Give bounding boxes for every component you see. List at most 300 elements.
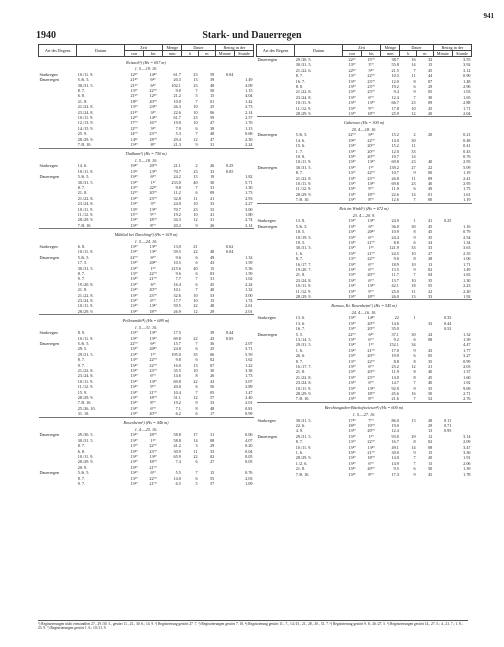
cell-std: 2.76 bbox=[463, 396, 471, 402]
cell-von: 13⁴⁰ bbox=[348, 471, 356, 477]
cell-bis: 13⁴⁰ bbox=[149, 454, 157, 460]
cell-datum: 5. 5. bbox=[295, 331, 304, 337]
cell-h: 13 bbox=[193, 77, 198, 83]
cell-menge: 7.7 bbox=[175, 276, 181, 282]
cell-h: 8 bbox=[195, 405, 198, 411]
station-period: 20. 4.—18. 10. bbox=[351, 126, 377, 132]
cell-menge: 6.5 bbox=[175, 481, 181, 487]
cell-von: 13⁴⁰ bbox=[348, 390, 356, 396]
cell-menge: 32.8 bbox=[173, 195, 181, 201]
cell-bis: 20⁰⁰ bbox=[367, 369, 375, 375]
cell-datum: 23./24. 8. bbox=[295, 277, 312, 283]
cell-datum: 8. 7. bbox=[295, 170, 304, 176]
cell-m: 33 bbox=[210, 206, 215, 212]
cell-std: 5.09 bbox=[463, 164, 471, 170]
cell-datum: 7./8. 10. bbox=[77, 142, 92, 148]
cell-std: 2.54 bbox=[463, 234, 471, 240]
station-heading bbox=[257, 404, 472, 411]
cell-min: 0.25 bbox=[226, 163, 234, 169]
header-minute: Minute bbox=[433, 51, 452, 57]
cell-menge: 233.0 bbox=[171, 179, 181, 185]
cell-von: 13⁴⁰ bbox=[348, 347, 356, 353]
cell-bis: 18⁰⁰ bbox=[367, 191, 375, 197]
cell-h: 29 bbox=[411, 433, 416, 439]
cell-datum: 19. 5. bbox=[295, 240, 306, 245]
cell-datum: 29./30. 5. bbox=[77, 432, 94, 438]
cell-m: 02 bbox=[210, 454, 215, 460]
cell-std: 0.79 bbox=[463, 229, 471, 235]
cell-datum: 21. 8. bbox=[295, 272, 306, 278]
cell-std: 3.14 bbox=[463, 433, 471, 439]
cell-datum: 18./19. 5. bbox=[295, 234, 312, 240]
cell-m: 28 bbox=[428, 256, 433, 262]
cell-datum: 23./24. 8. bbox=[77, 109, 94, 115]
cell-von: 13⁴⁰ bbox=[130, 201, 138, 207]
cell-std: 2.14 bbox=[245, 109, 253, 115]
cell-m: 17 bbox=[210, 411, 215, 417]
cell-datum: 23./24. 8. bbox=[77, 373, 94, 379]
cell-h: 7 bbox=[195, 340, 198, 346]
cell-datum: 30./31. 5. bbox=[77, 82, 94, 88]
cell-h: 12 bbox=[193, 394, 198, 400]
cell-bis: 13⁴⁰ bbox=[149, 378, 157, 384]
cell-datum: 21./22. 8. bbox=[295, 374, 312, 380]
table-row bbox=[257, 472, 472, 477]
cell-std: 1.59 bbox=[245, 260, 253, 266]
cell-art: Dauerregen bbox=[39, 432, 60, 438]
cell-von: 13⁴⁰ bbox=[130, 351, 138, 357]
cell-m: 08 bbox=[428, 336, 433, 342]
cell-h: 1 bbox=[413, 218, 416, 224]
cell-bis: 8⁰⁰ bbox=[368, 197, 374, 203]
cell-m: 50 bbox=[428, 466, 433, 472]
cell-datum: 28./29. 9. bbox=[77, 308, 94, 314]
cell-menge: 31.1 bbox=[173, 394, 181, 400]
cell-art: Dauerregen bbox=[257, 223, 278, 229]
cell-h: 7 bbox=[413, 197, 416, 203]
cell-m: 15 bbox=[210, 265, 215, 271]
cell-h: 7 bbox=[195, 131, 198, 137]
cell-h: 13 bbox=[193, 174, 198, 180]
cell-menge: 17.0 bbox=[391, 347, 399, 353]
cell-von: 13⁴⁰ bbox=[348, 223, 356, 229]
cell-von: 13⁴⁰ bbox=[130, 389, 138, 395]
cell-menge: 58.8 bbox=[173, 432, 181, 438]
cell-menge: 45.6 bbox=[391, 390, 399, 396]
cell-datum: 13./14. 5. bbox=[295, 336, 312, 342]
cell-menge: 10.5 bbox=[173, 260, 181, 266]
cell-von: 13⁴⁰ bbox=[348, 197, 356, 203]
cell-von: 13⁴⁰ bbox=[348, 342, 356, 348]
cell-datum: 6. 8. bbox=[77, 244, 86, 249]
cell-m: 40 bbox=[210, 287, 215, 293]
cell-von: 13⁴⁰ bbox=[130, 174, 138, 180]
cell-bis: 6⁵⁰ bbox=[368, 223, 374, 229]
cell-bis: 18⁰⁰ bbox=[149, 217, 157, 223]
cell-m: 13 bbox=[428, 261, 433, 267]
cell-von: 13⁴⁰ bbox=[130, 195, 138, 201]
cell-m: 22 bbox=[428, 288, 433, 294]
cell-datum: 6. 8. bbox=[77, 93, 86, 99]
cell-datum: 10./11. 9. bbox=[77, 454, 94, 460]
cell-art: Dauerregen bbox=[39, 77, 60, 83]
cell-von: 17⁰⁰ bbox=[130, 120, 138, 126]
cell-bis: 9⁰⁰ bbox=[368, 105, 374, 111]
cell-bis: 6⁰⁰ bbox=[368, 261, 374, 267]
cell-h: 10 bbox=[193, 211, 198, 217]
cell-menge: 15.2 bbox=[391, 132, 399, 138]
cell-datum: 19./20. 8. bbox=[77, 281, 94, 287]
cell-datum: 28./29. 9. bbox=[77, 136, 94, 142]
cell-von: 13⁴⁰ bbox=[348, 229, 356, 235]
cell-datum: 10. 8. bbox=[295, 153, 306, 159]
cell-m: 25 bbox=[210, 104, 215, 110]
cell-von: 13⁴⁰ bbox=[348, 111, 356, 117]
cell-h: 22 bbox=[193, 378, 198, 384]
footnotes: ¹) Registrierungen nicht einwandfrei 27., 29./30. 5., gestört 11., 25., 30. 6.; 14. 9. ²) Registrierung gestört 27. 7. ³) Registrierungen gestört 7. 10. ⁴) Registrierung gestört 11., 7., 14./15., 21., 28., 30., 31. 7. ⁵) Registrierung gestört 9. 8.; 26./27. 5. ⁶) Registrierungen gestört 14., 27. 5.; 4., 21. 7.; 1. 8.; 23. 9. ⁷) Registrierungen gestört 1. 6.; 10./11. 9. bbox=[38, 620, 468, 631]
cell-von: 13⁴⁰ bbox=[348, 455, 356, 461]
cell-von: 13⁴⁰ bbox=[348, 315, 356, 321]
cell-h: 2 bbox=[195, 163, 198, 169]
cell-datum: 9. 7. bbox=[77, 481, 86, 487]
station-name: Thalham²) (Hs = 750 m) bbox=[125, 151, 167, 156]
cell-bis: 6⁰⁰ bbox=[368, 234, 374, 240]
cell-m: 30 bbox=[210, 179, 215, 185]
cell-bis: 7⁰⁰ bbox=[368, 417, 374, 423]
cell-bis: 1³⁰ bbox=[368, 342, 374, 348]
cell-datum: 25. 9. bbox=[77, 131, 88, 137]
cell-bis: 20⁰⁰ bbox=[367, 272, 375, 278]
cell-m: 39 bbox=[210, 125, 215, 131]
header-h: h bbox=[400, 51, 417, 57]
cell-h: 6 bbox=[195, 190, 198, 196]
cell-menge: 35.0 bbox=[391, 326, 399, 332]
cell-m: 48 bbox=[210, 303, 215, 309]
cell-m: 39 bbox=[210, 330, 215, 336]
cell-h: 8 bbox=[413, 229, 416, 235]
cell-m: 20 bbox=[428, 455, 433, 461]
cell-m: 41 bbox=[428, 218, 433, 224]
cell-std: 1.16 bbox=[463, 223, 471, 229]
cell-von: 13⁴⁰ bbox=[348, 159, 356, 165]
cell-h: 7 bbox=[413, 396, 416, 402]
cell-datum: 21. 8. bbox=[77, 287, 88, 293]
cell-bis: 6⁴⁰ bbox=[150, 340, 156, 346]
cell-h: 6 bbox=[195, 384, 198, 390]
cell-menge: 61.7 bbox=[173, 71, 181, 77]
header-zeit: Zeit bbox=[342, 45, 380, 51]
cell-bis: 18⁰⁰ bbox=[149, 432, 157, 438]
cell-m: 55 bbox=[210, 475, 215, 481]
cell-bis: 20⁰⁰ bbox=[149, 98, 157, 104]
cell-std: 1.92 bbox=[463, 380, 471, 386]
cell-bis: 23⁰⁰ bbox=[149, 131, 157, 137]
cell-std: 1.15 bbox=[245, 88, 253, 94]
cell-std: 1.32 bbox=[245, 254, 253, 260]
cell-m: 29 bbox=[210, 443, 215, 449]
cell-menge: 8.8 bbox=[393, 358, 399, 364]
table-row bbox=[39, 481, 254, 486]
cell-datum: 8. 7. bbox=[295, 439, 304, 445]
cell-von: 13⁴⁰ bbox=[130, 373, 138, 379]
cell-von: 13⁴⁰ bbox=[348, 153, 356, 159]
cell-m: 33 bbox=[210, 201, 215, 207]
cell-menge: 34.3 bbox=[173, 217, 181, 223]
cell-m: 30 bbox=[210, 367, 215, 373]
cell-bis: 6⁰⁰ bbox=[368, 380, 374, 386]
cell-von: 18³⁰ bbox=[130, 98, 138, 104]
cell-datum: 5./6. 5. bbox=[295, 132, 308, 138]
cell-m: 08 bbox=[428, 444, 433, 450]
cell-bis: 22⁰⁰ bbox=[367, 170, 375, 176]
cell-std: 1.49 bbox=[245, 77, 253, 83]
station-name: Bernau, Kr. Rosenheim⁷) (Hs = 545 m) bbox=[331, 302, 397, 308]
header-m: m bbox=[199, 51, 216, 57]
cell-m: 07 bbox=[428, 78, 433, 84]
cell-datum: 21./22. 8. bbox=[77, 195, 94, 201]
cell-h: 23 bbox=[193, 168, 198, 174]
cell-std: 0.20 bbox=[245, 443, 253, 449]
cell-art: Starkregen bbox=[257, 218, 276, 224]
cell-von: 13⁴⁰ bbox=[348, 428, 356, 434]
cell-datum: 23./24. 8. bbox=[295, 380, 312, 386]
rain-table-left bbox=[38, 44, 254, 486]
cell-von: 13⁴⁰ bbox=[130, 260, 138, 266]
cell-bis: 23⁴⁰ bbox=[149, 104, 157, 110]
cell-menge: 13.0 bbox=[173, 244, 181, 249]
header-dauer: Dauer bbox=[400, 45, 433, 51]
cell-menge: 10.9 bbox=[391, 229, 399, 235]
cell-std: 1.73 bbox=[245, 373, 253, 379]
cell-datum: 10./11. 9. bbox=[295, 100, 312, 106]
cell-std: 1.59 bbox=[245, 271, 253, 277]
cell-m: 00 bbox=[428, 170, 433, 176]
cell-m: 55 bbox=[428, 283, 433, 289]
cell-h: 10 bbox=[193, 298, 198, 304]
cell-bis: 21⁰⁰ bbox=[367, 250, 375, 256]
cell-bis: 1³⁰ bbox=[368, 433, 374, 439]
cell-m: 27 bbox=[210, 459, 215, 465]
cell-m: 27 bbox=[428, 250, 433, 256]
cell-std: 1.32 bbox=[245, 287, 253, 293]
cell-menge: 21.3 bbox=[173, 142, 181, 148]
cell-m: 15 bbox=[210, 93, 215, 99]
station-period: 1. 5.—27. 10. bbox=[352, 412, 376, 418]
cell-m: 44 bbox=[428, 73, 433, 79]
station-period-row bbox=[257, 308, 472, 315]
cell-menge: 16.0 bbox=[173, 362, 181, 368]
cell-m: 07 bbox=[210, 362, 215, 368]
cell-m: 12 bbox=[428, 433, 433, 439]
cell-von: 19⁴⁰ bbox=[348, 137, 356, 143]
cell-von: 13⁴⁰ bbox=[348, 186, 356, 192]
cell-art: Starkregen bbox=[39, 163, 58, 169]
cell-menge: 10.7 bbox=[391, 153, 399, 159]
cell-menge: 59.5 bbox=[173, 303, 181, 309]
cell-std: 2.71 bbox=[463, 390, 471, 396]
cell-m: 26 bbox=[210, 163, 215, 169]
cell-bis: 20⁰⁰ bbox=[367, 353, 375, 359]
cell-m: 33 bbox=[210, 448, 215, 454]
cell-min: 0.62 bbox=[226, 244, 234, 249]
cell-datum: 8. 7. bbox=[77, 184, 86, 190]
header-art: Art des Regens bbox=[257, 45, 295, 57]
cell-von: 22⁰⁰ bbox=[130, 340, 138, 346]
cell-m: 33 bbox=[428, 294, 433, 300]
cell-datum: 12./13. 9. bbox=[77, 120, 94, 126]
cell-von: 13⁴⁰ bbox=[130, 298, 138, 304]
cell-std: 1.06 bbox=[463, 256, 471, 262]
cell-std: 0.99 bbox=[245, 411, 253, 417]
cell-menge: 5.5 bbox=[175, 470, 181, 476]
cell-von: 22³⁰ bbox=[348, 67, 356, 73]
cell-bis: 20⁰⁰ bbox=[367, 428, 375, 434]
cell-h: 33 bbox=[411, 245, 416, 251]
cell-m: 50 bbox=[428, 390, 433, 396]
cell-m: 06 bbox=[210, 351, 215, 357]
cell-menge: 22 bbox=[394, 315, 399, 321]
cell-bis: 6⁰⁰ bbox=[150, 405, 156, 411]
cell-std: 3.38 bbox=[245, 367, 253, 373]
cell-von: 13⁴⁰ bbox=[348, 380, 356, 386]
cell-art: Dauerregen bbox=[257, 57, 278, 62]
cell-h: 6 bbox=[195, 281, 198, 287]
cell-h: 30 bbox=[411, 137, 416, 143]
cell-std: 1.34 bbox=[463, 240, 471, 245]
cell-m: 20 bbox=[428, 111, 433, 117]
cell-std: 1.48 bbox=[463, 78, 471, 84]
cell-menge: 24.2 bbox=[173, 174, 181, 180]
cell-bis: 6⁴⁰ bbox=[368, 331, 374, 337]
cell-datum: 21. 8. bbox=[295, 466, 306, 472]
cell-von: 13⁴⁰ bbox=[348, 175, 356, 181]
cell-von: 13⁴⁰ bbox=[348, 143, 356, 149]
cell-von: 13⁴⁰ bbox=[348, 164, 356, 170]
cell-h: 6 bbox=[413, 466, 416, 472]
cell-bis: 18⁰⁰ bbox=[149, 308, 157, 314]
cell-bis: 13⁴⁰ bbox=[149, 244, 157, 249]
cell-m: 13 bbox=[428, 428, 433, 434]
cell-datum: 8. 9. bbox=[77, 330, 86, 336]
cell-bis: 6⁵⁰ bbox=[150, 254, 156, 260]
cell-von: 13⁴⁰ bbox=[130, 179, 138, 185]
cell-von: 21³⁰ bbox=[130, 82, 138, 88]
cell-datum: 16. 7. bbox=[295, 326, 306, 332]
cell-bis: 3⁴⁰ bbox=[150, 109, 156, 115]
cell-m: 22 bbox=[428, 164, 433, 170]
cell-datum: 7./8. 10. bbox=[77, 222, 92, 228]
cell-bis: 22⁰⁰ bbox=[367, 137, 375, 143]
cell-m: 29 bbox=[428, 84, 433, 90]
cell-m: 20 bbox=[428, 132, 433, 138]
cell-datum: 29./31. 5. bbox=[295, 342, 312, 348]
cell-m: 35 bbox=[428, 358, 433, 364]
cell-menge: 65.9 bbox=[173, 454, 181, 460]
cell-menge: 10.5 bbox=[391, 73, 399, 79]
cell-std: 1.42 bbox=[245, 98, 253, 104]
cell-datum: 8. 7. bbox=[295, 358, 304, 364]
cell-h: 12 bbox=[193, 217, 198, 223]
cell-datum: 1. 7. bbox=[295, 148, 304, 154]
cell-std: 3.36 bbox=[463, 450, 471, 456]
cell-min: 0.11 bbox=[444, 417, 452, 423]
cell-std: 1.78 bbox=[463, 471, 471, 477]
cell-bis: 23⁰⁰ bbox=[367, 78, 375, 84]
cell-menge: 7.4 bbox=[175, 459, 181, 465]
cell-menge: 29.4 bbox=[173, 136, 181, 142]
cell-bis: 21⁰⁰ bbox=[149, 389, 157, 395]
cell-datum: 11./12. 9. bbox=[295, 186, 312, 192]
cell-datum: 14. 6. bbox=[77, 163, 88, 169]
cell-std: 5.71 bbox=[245, 179, 253, 185]
cell-h: 8 bbox=[413, 439, 416, 445]
cell-menge: 49.1 bbox=[391, 444, 399, 450]
cell-von: 13⁴⁰ bbox=[130, 448, 138, 454]
station-period: 1. 5.—19. 10. bbox=[134, 66, 158, 72]
cell-menge: 86.0 bbox=[391, 417, 399, 423]
cell-h: 6 bbox=[195, 411, 198, 417]
cell-menge: 92.9 bbox=[391, 385, 399, 391]
cell-menge: 24.8 bbox=[173, 346, 181, 352]
cell-datum: 10./11. 9. bbox=[77, 115, 94, 121]
cell-m: 45 bbox=[210, 281, 215, 287]
cell-art bbox=[39, 481, 77, 486]
cell-von: 13⁴⁰ bbox=[348, 180, 356, 186]
cell-h: 9 bbox=[195, 142, 198, 148]
cell-datum: 30./31. 5. bbox=[295, 164, 312, 170]
cell-menge: 17.3 bbox=[391, 471, 399, 477]
cell-h: 23 bbox=[193, 206, 198, 212]
cell-menge: 14.9 bbox=[391, 460, 399, 466]
cell-bis: 6⁰⁰ bbox=[150, 373, 156, 379]
cell-h: 23 bbox=[193, 71, 198, 77]
cell-bis: 21⁰⁰ bbox=[149, 276, 157, 282]
cell-datum: 13. 8. bbox=[295, 218, 306, 224]
cell-bis: 13⁴⁰ bbox=[367, 385, 375, 391]
cell-min: 0.04 bbox=[226, 71, 234, 77]
cell-h: 23 bbox=[193, 82, 198, 88]
cell-bis: 22⁰⁰ bbox=[367, 256, 375, 262]
cell-datum: 20. 9. bbox=[77, 464, 88, 470]
cell-menge: 9.6 bbox=[175, 254, 181, 260]
cell-menge: 9.8 bbox=[175, 357, 181, 363]
cell-datum: 28./29. 9. bbox=[295, 111, 312, 117]
cell-von: 13⁴⁰ bbox=[348, 245, 356, 251]
header-stunde: Stunde bbox=[452, 51, 471, 57]
cell-menge: 21.5 bbox=[391, 67, 399, 73]
cell-std: 4.09 bbox=[245, 82, 253, 88]
cell-h: 7 bbox=[413, 272, 416, 278]
cell-bis: 18⁰⁰ bbox=[367, 390, 375, 396]
cell-std: 3.27 bbox=[463, 353, 471, 359]
cell-m: 09 bbox=[428, 175, 433, 181]
cell-von: 13⁴⁰ bbox=[348, 460, 356, 466]
cell-min: 0.05 bbox=[226, 335, 234, 341]
cell-std: 1.39 bbox=[463, 336, 471, 342]
cell-menge: 26.0 bbox=[391, 294, 399, 300]
cell-menge: 11.9 bbox=[391, 369, 399, 375]
cell-h: 18 bbox=[411, 283, 416, 289]
cell-bis: 20⁰⁵ bbox=[149, 163, 157, 169]
cell-von: 22¹⁰ bbox=[348, 57, 356, 62]
cell-datum: 15. 9. bbox=[77, 389, 88, 395]
cell-m: 49 bbox=[210, 254, 215, 260]
cell-datum: 10./11. 9. bbox=[295, 385, 312, 391]
cell-menge: 9.5 bbox=[393, 466, 399, 472]
cell-m: 26 bbox=[210, 373, 215, 379]
cell-art: Starkregen bbox=[39, 330, 58, 336]
cell-h: 30 bbox=[411, 331, 416, 337]
